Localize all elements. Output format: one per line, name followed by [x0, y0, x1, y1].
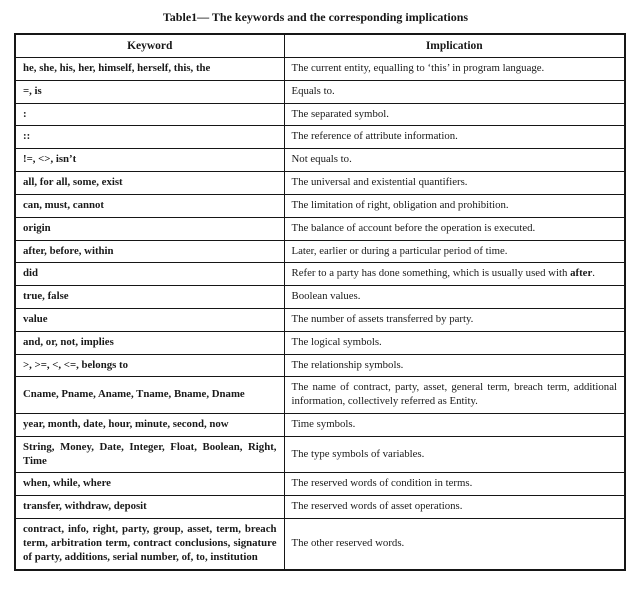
table-row: [15, 308, 625, 331]
keyword-column-header: Keyword: [15, 34, 284, 58]
implication-cell: The limitation of right, obligation and prohibition.: [284, 194, 625, 217]
table-row: [15, 103, 625, 126]
implication-cell: The reference of attribute information.: [284, 126, 625, 149]
implication-text: Refer to a party has done something, which is usually used with: [291, 267, 571, 280]
keyword-cell: all, for all, some, exist: [15, 172, 284, 195]
table-row: [15, 414, 625, 437]
implication-cell: The universal and existential quantifiers.: [284, 172, 625, 195]
implication-column-header: Implication: [284, 34, 625, 58]
table-row: [15, 286, 625, 309]
keyword-cell: year, month, date, hour, minute, second, now: [15, 414, 284, 437]
table-row: [15, 149, 625, 172]
keywords-table: [14, 33, 626, 571]
implication-cell: The relationship symbols.: [284, 354, 625, 377]
keyword-cell: String, Money, Date, Integer, Float, Boolean, Right, Time: [15, 436, 284, 473]
implication-cell: Not equals to.: [284, 149, 625, 172]
keyword-cell: !=, <>, isn’t: [15, 149, 284, 172]
keyword-cell: he, she, his, her, himself, herself, this, the: [15, 58, 284, 81]
keyword-cell: and, or, not, implies: [15, 331, 284, 354]
table-row: [15, 263, 625, 286]
keyword-cell: >, >=, <, <=, belongs to: [15, 354, 284, 377]
table-row: [15, 473, 625, 496]
keyword-cell: true, false: [15, 286, 284, 309]
keyword-cell: when, while, where: [15, 473, 284, 496]
table-row: [15, 519, 625, 570]
table-header: [15, 34, 625, 58]
table-body: [15, 58, 625, 570]
table-header-row: [15, 34, 625, 58]
implication-cell: The separated symbol.: [284, 103, 625, 126]
keyword-cell: origin: [15, 217, 284, 240]
table-row: [15, 496, 625, 519]
table-row: [15, 172, 625, 195]
implication-cell: The reserved words of condition in terms.: [284, 473, 625, 496]
keyword-cell: contract, info, right, party, group, asset, term, breach term, arbitration term, contract conclusions, signature of party, additions, serial number, of, to, institution: [15, 519, 284, 570]
implication-cell: The balance of account before the operation is executed.: [284, 217, 625, 240]
table-row: [15, 436, 625, 473]
keyword-cell: :: [15, 103, 284, 126]
table-row: [15, 354, 625, 377]
implication-cell: The reserved words of asset operations.: [284, 496, 625, 519]
table-row: [15, 240, 625, 263]
implication-cell: The number of assets transferred by party.: [284, 308, 625, 331]
keyword-cell: after, before, within: [15, 240, 284, 263]
table-row: [15, 194, 625, 217]
keyword-cell: Cname, Pname, Aname, Tname, Bname, Dname: [15, 377, 284, 414]
table-row: [15, 377, 625, 414]
implication-cell: [284, 263, 625, 286]
table-row: [15, 80, 625, 103]
implication-cell: The type symbols of variables.: [284, 436, 625, 473]
keyword-cell: did: [15, 263, 284, 286]
keyword-cell: value: [15, 308, 284, 331]
implication-cell: The name of contract, party, asset, general term, breach term, additional information, collectively referred as Entity.: [284, 377, 625, 414]
table-row: [15, 58, 625, 81]
implication-bold-text: after: [570, 267, 593, 280]
keyword-cell: transfer, withdraw, deposit: [15, 496, 284, 519]
implication-cell: Later, earlier or during a particular period of time.: [284, 240, 625, 263]
implication-cell: Time symbols.: [284, 414, 625, 437]
implication-cell: The current entity, equalling to ‘this’ in program language.: [284, 58, 625, 81]
table-row: [15, 331, 625, 354]
table-caption: Table1— The keywords and the corresponding implications: [162, 10, 469, 24]
keyword-cell: ::: [15, 126, 284, 149]
implication-cell: The logical symbols.: [284, 331, 625, 354]
keyword-cell: can, must, cannot: [15, 194, 284, 217]
table-row: [15, 126, 625, 149]
implication-cell: Equals to.: [284, 80, 625, 103]
implication-cell: Boolean values.: [284, 286, 625, 309]
implication-cell: The other reserved words.: [284, 519, 625, 570]
keyword-cell: =, is: [15, 80, 284, 103]
implication-text: .: [592, 267, 595, 280]
table-row: [15, 217, 625, 240]
